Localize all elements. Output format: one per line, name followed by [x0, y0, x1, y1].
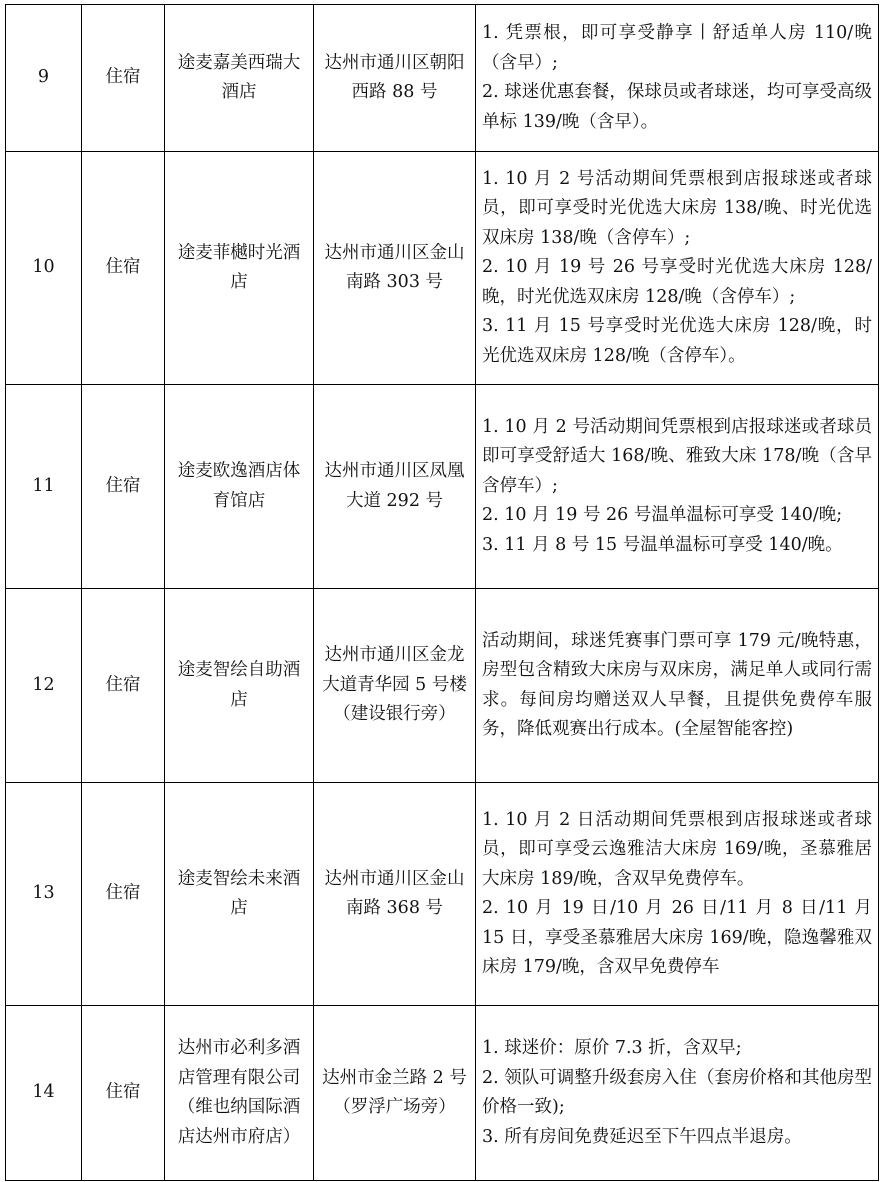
hotel-name-cell: 途麦智绘自助酒店 [165, 589, 314, 783]
table-row [6, 783, 879, 1006]
address-cell: 达州市通川区凤凰大道 292 号 [314, 385, 476, 589]
table-row [6, 5, 879, 152]
table-body [6, 5, 879, 1181]
row-number-cell: 9 [6, 5, 82, 152]
offer-detail-line: 1. 10 月 2 日活动期间凭票根到店报球迷或者球员，即可享受云逸雅洁大床房 169/晚，圣慕雅居大床房 189/晚，含双早免费停车。 [482, 809, 872, 889]
category-cell: 住宿 [82, 589, 165, 783]
hotel-name-cell: 途麦菲樾时光酒店 [165, 152, 314, 385]
table-row [6, 385, 879, 589]
address-cell: 达州市通川区金龙大道青华园 5 号楼（建设银行旁） [314, 589, 476, 783]
category-cell: 住宿 [82, 783, 165, 1006]
hotel-name-cell: 途麦智绘未来酒店 [165, 783, 314, 1006]
offer-detail-line: 3. 所有房间免费延迟至下午四点半退房。 [482, 1126, 802, 1147]
row-number-cell: 11 [6, 385, 82, 589]
offer-details-cell [476, 783, 879, 1006]
offer-detail-line: 2. 10 月 19 号 26 号温单温标可享受 140/晚; [482, 505, 843, 526]
category-cell: 住宿 [82, 385, 165, 589]
row-number-cell: 14 [6, 1006, 82, 1181]
hotel-name-cell: 途麦嘉美西瑞大酒店 [165, 5, 314, 152]
offer-detail-line: 活动期间，球迷凭赛事门票可享 179 元/晚特惠，房型包含精致大床房与双床房，满足单人或同行需求。每间房均赠送双人早餐，且提供免费停车服务，降低观赛出行成本。(全屋智能客控) [482, 630, 872, 739]
offer-details-cell [476, 589, 879, 783]
address-cell: 达州市通川区朝阳西路 88 号 [314, 5, 476, 152]
address-cell: 达州市通川区金山南路 368 号 [314, 783, 476, 1006]
address-cell: 达州市金兰路 2 号（罗浮广场旁） [314, 1006, 476, 1181]
address-cell: 达州市通川区金山南路 303 号 [314, 152, 476, 385]
offer-detail-line: 1. 10 月 2 号活动期间凭票根到店报球迷或者球员即可享受舒适大 168/晚、雅致大床 178/晚（含早含停车）; [482, 416, 872, 496]
offer-detail-line: 2. 球迷优惠套餐，保球员或者球迷，均可享受高级单标 139/晚（含早）。 [482, 82, 872, 132]
category-cell: 住宿 [82, 1006, 165, 1181]
offer-details-cell [476, 385, 879, 589]
offer-detail-line: 1. 球迷价：原价 7.3 折，含双早; [482, 1038, 742, 1058]
accommodation-table [5, 4, 879, 1181]
offer-detail-line: 2. 领队可调整升级套房入住（套房价格和其他房型价格一致); [482, 1067, 872, 1117]
offer-detail-line: 2. 10 月 19 日/10 月 26 日/11 月 8 日/11 月 15 日，享受圣慕雅居大床房 169/晚，隐逸馨雅双床房 179/晚，含双早免费停车 [482, 898, 872, 977]
offer-detail-line: 1. 凭票根，即可享受静享丨舒适单人房 110/晚（含早）; [482, 23, 872, 73]
offer-detail-line: 3. 11 月 15 号享受时光优选大床房 128/晚，时光优选双床房 128/晚（含停车）。 [482, 316, 872, 366]
row-number-cell: 12 [6, 589, 82, 783]
hotel-name-cell: 达州市必利多酒店管理有限公司（维也纳国际酒店达州市府店） [165, 1006, 314, 1181]
table-row [6, 589, 879, 783]
hotel-name-cell: 途麦欧逸酒店体育馆店 [165, 385, 314, 589]
offer-details-cell [476, 1006, 879, 1181]
category-cell: 住宿 [82, 5, 165, 152]
offer-detail-line: 1. 10 月 2 号活动期间凭票根到店报球迷或者球员，即可享受时光优选大床房 138/晚、时光优选双床房 138/晚（含停车）; [482, 168, 872, 248]
offer-detail-line: 2. 10 月 19 号 26 号享受时光优选大床房 128/晚，时光优选双床房 128/晚（含停车）; [482, 257, 872, 307]
category-cell: 住宿 [82, 152, 165, 385]
table-row [6, 1006, 879, 1181]
offer-details-cell [476, 5, 879, 152]
offer-detail-line: 3. 11 月 8 号 15 号温单温标可享受 140/晚。 [482, 534, 843, 555]
row-number-cell: 13 [6, 783, 82, 1006]
offer-details-cell [476, 152, 879, 385]
row-number-cell: 10 [6, 152, 82, 385]
table-row [6, 152, 879, 385]
